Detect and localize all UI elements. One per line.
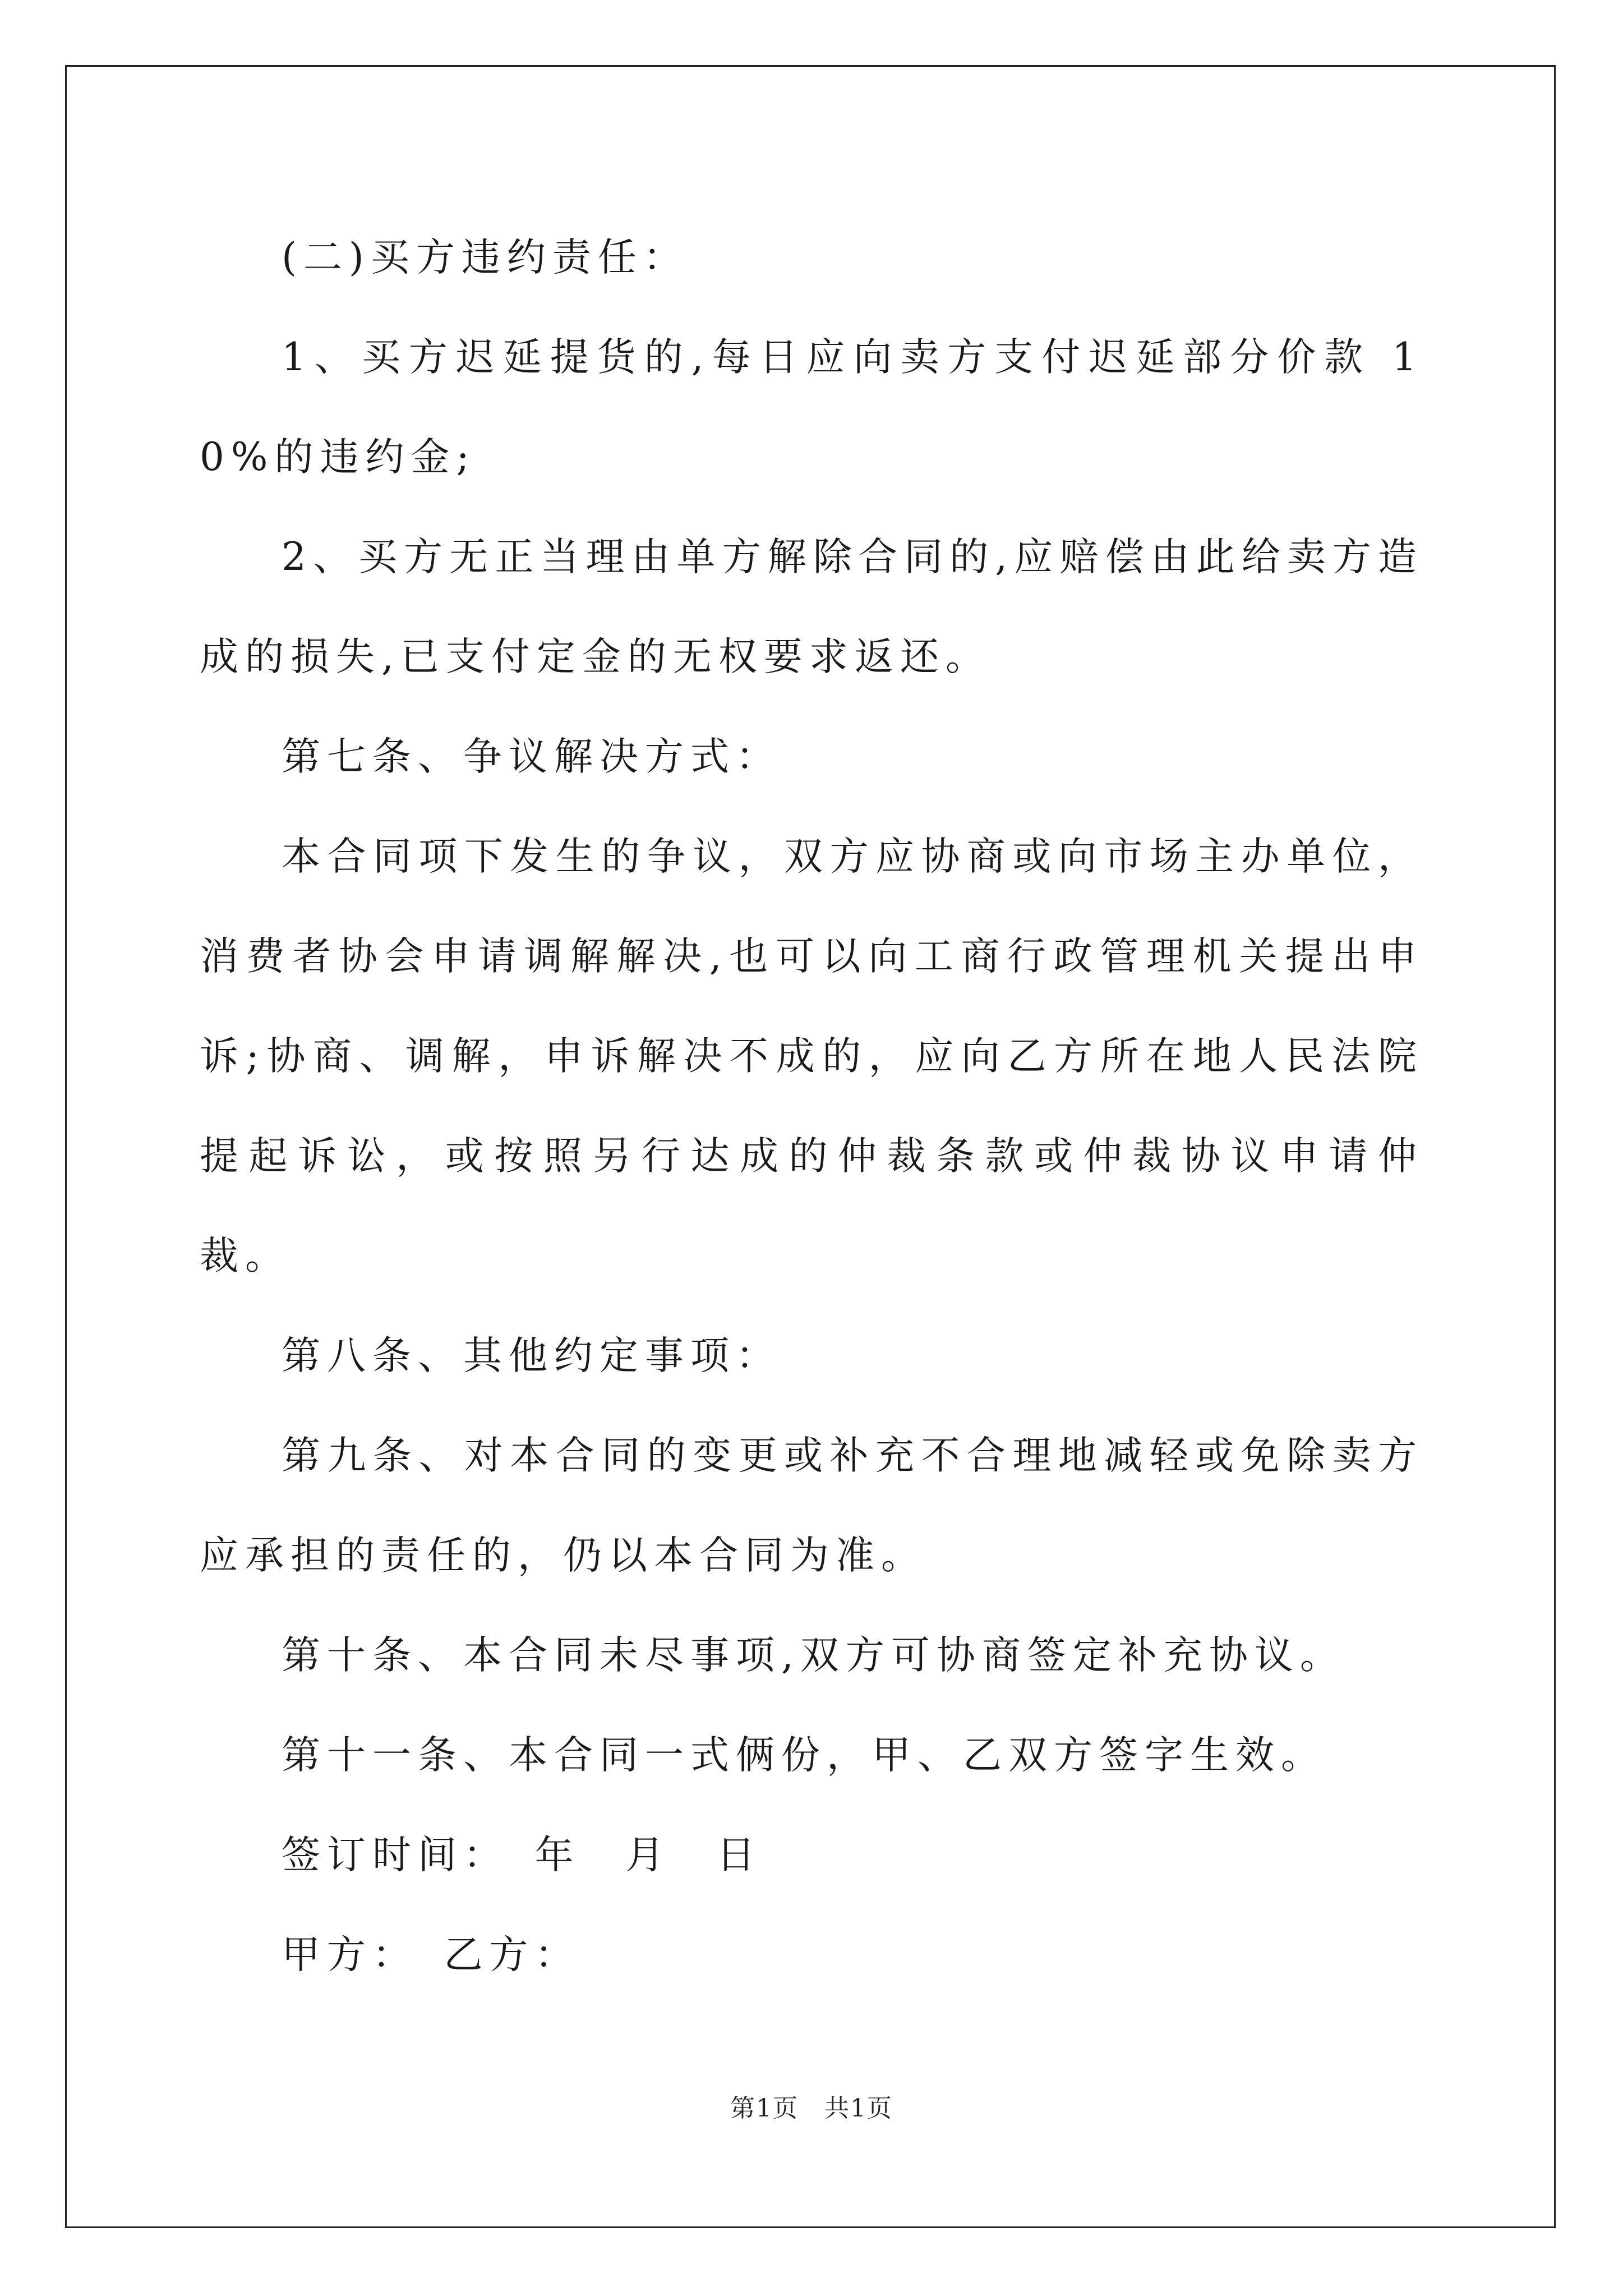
article-7-heading: 第七条、争议解决方式： — [282, 734, 781, 779]
article-9: 第九条、对本合同的变更或补充不合理地减轻或免除卖方应承担的责任的，仍以本合同为准。 — [200, 1433, 1423, 1578]
page-number: 第1页 共1页 — [730, 2094, 893, 2123]
article-11: 第十一条、本合同一式俩份，甲、乙双方签字生效。 — [282, 1733, 1326, 1778]
party-signature-line: 甲方： 乙方： — [282, 1932, 580, 1977]
clause-buyer-late-pickup: 1、买方迟延提货的,每日应向卖方支付迟延部分价款 10%的违约金; — [200, 335, 1423, 480]
clause-dispute-resolution: 本合同项下发生的争议，双方应协商或向市场主办单位，消费者协会申请调解解决,也可以向工商行政管理机关提出申诉;协商、调解，申诉解决不成的，应向乙方所在地人民法院提起诉讼，或按照另行达成的仲裁条款或仲裁协议申请仲裁。 — [200, 834, 1423, 1278]
signing-date-line: 签订时间： 年 月 日 — [282, 1833, 762, 1878]
article-10: 第十条、本合同未尽事项,双方可协商签定补充协议。 — [282, 1633, 1345, 1678]
article-8-heading: 第八条、其他约定事项： — [282, 1333, 781, 1378]
document-body — [200, 208, 1423, 2005]
breach-buyer-heading: (二)买方违约责任： — [282, 235, 689, 280]
clause-buyer-termination: 2、买方无正当理由单方解除合同的,应赔偿由此给卖方造成的损失,已支付定金的无权要求返还。 — [200, 535, 1423, 679]
